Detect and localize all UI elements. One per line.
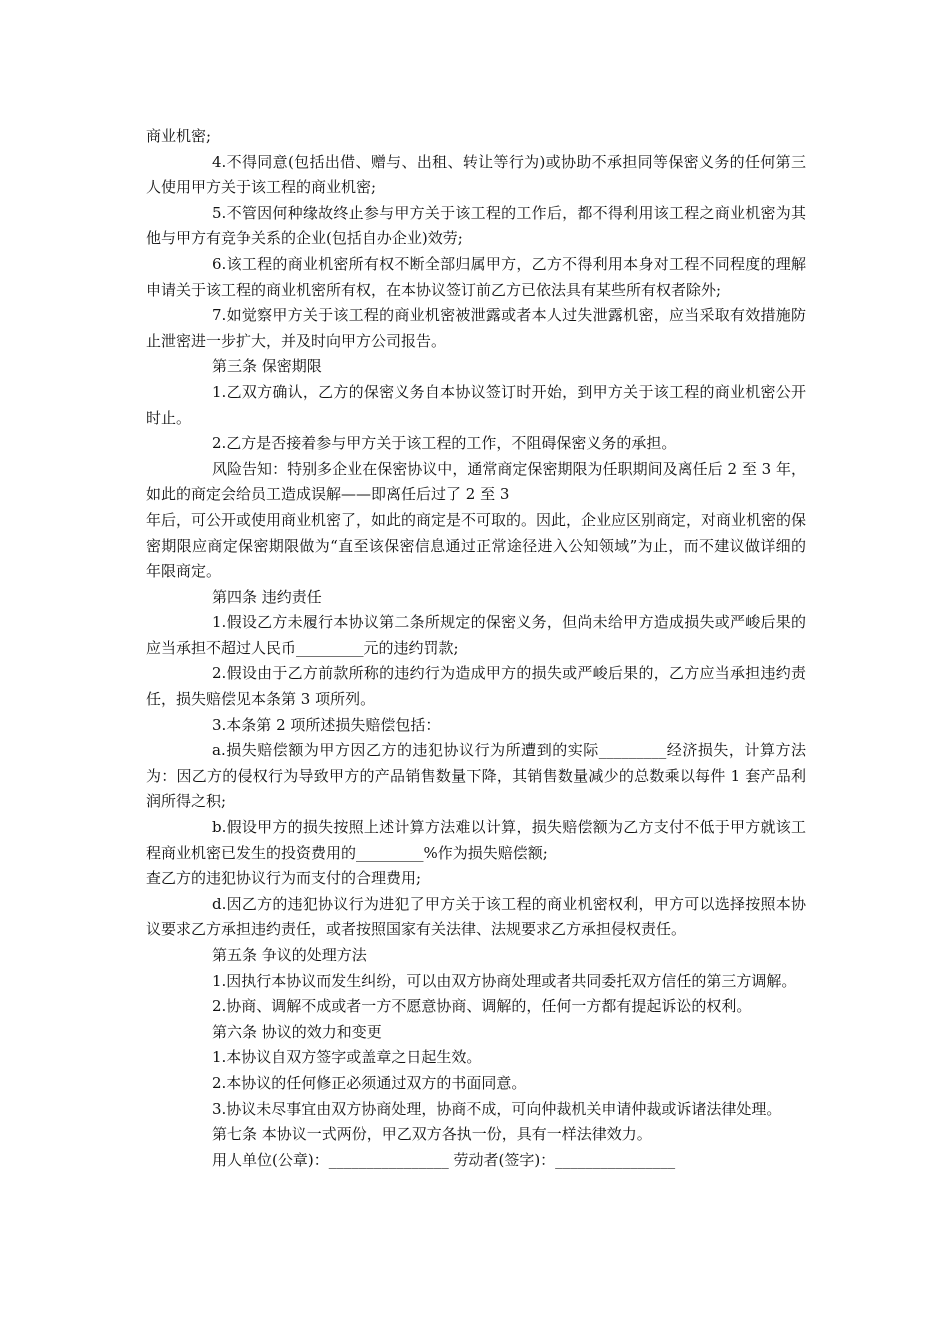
paragraph: a.损失赔偿额为甲方因乙方的违犯协议行为所遭到的实际_________经济损失，计算方法为：因乙方的侵权行为导致甲方的产品销售数量下降，其销售数量减少的总数乘以每件 1 套产品利润所得之积;	[146, 741, 806, 811]
paragraph: 年后，可公开或使用商业机密了，如此的商定是不可取的。因此，企业应区别商定，对商业机密的保密期限应商定保密期限做为“直至该保密信息通过正常途径进入公知领域”为止，而不建议做详细的年限商定。	[146, 510, 807, 581]
paragraph: 2.假设由于乙方前款所称的违约行为造成甲方的损失或严峻后果的，乙方应当承担违约责任，损失赔偿见本条第 3 项所列。	[146, 664, 806, 709]
paragraph: 风险告知：特别多企业在保密协议中，通常商定保密期限为任职期间及离任后 2 至 3 年，如此的商定会给员工造成误解——即离任后过了 2 至 3	[146, 459, 806, 504]
paragraph: 1.乙双方确认，乙方的保密义务自本协议签订时开始，到甲方关于该工程的商业机密公开时止。	[146, 382, 806, 427]
paragraph: 第三条 保密期限	[212, 357, 322, 376]
paragraph: 1.假设乙方未履行本协议第二条所规定的保密义务，但尚未给甲方造成损失或严峻后果的应当承担不超过人民币_________元的违约罚款;	[146, 613, 806, 657]
paragraph: 2.乙方是否接着参与甲方关于该工程的工作，不阻碍保密义务的承担。	[212, 434, 677, 453]
paragraph: 6.该工程的商业机密所有权不断全部归属甲方，乙方不得利用本身对工程不同程度的理解申请关于该工程的商业机密所有权，在本协议签订前乙方已依法具有某些所有权者除外;	[146, 254, 806, 299]
paragraph: 3.协议未尽事宜由双方协商处理，协商不成，可向仲裁机关申请仲裁或诉诸法律处理。	[212, 1099, 782, 1118]
paragraph: b.假设甲方的损失按照上述计算方法难以计算，损失赔偿额为乙方支付不低于甲方就该工程商业机密已发生的投资费用的_________%作为损失赔偿额;	[146, 818, 806, 862]
paragraph: 第四条 违约责任	[212, 587, 322, 606]
paragraph: 2.本协议的任何修正必须通过双方的书面同意。	[212, 1073, 527, 1092]
paragraph: 5.不管因何种缘故终止参与甲方关于该工程的工作后，都不得利用该工程之商业机密为其他与甲方有竞争关系的企业(包括自办企业)效劳;	[146, 203, 806, 248]
paragraph: 1.本协议自双方签字或盖章之日起生效。	[212, 1048, 482, 1067]
paragraph: 3.本条第 2 项所述损失赔偿包括：	[212, 715, 441, 734]
paragraph: 商业机密;	[146, 127, 212, 145]
paragraph: 第七条 本协议一式两份，甲乙双方各执一份，具有一样法律效力。	[212, 1125, 652, 1144]
paragraph: 4.不得同意(包括出借、赠与、出租、转让等行为)或协助不承担同等保密义务的任何第三人使用甲方关于该工程的商业机密;	[146, 152, 806, 197]
document-page	[146, 124, 806, 1173]
paragraph: 查乙方的违犯协议行为而支付的合理费用;	[146, 869, 422, 888]
paragraph: 7.如觉察甲方关于该工程的商业机密被泄露或者本人过失泄露机密，应当采取有效措施防止泄密进一步扩大，并及时向甲方公司报告。	[146, 306, 806, 350]
paragraph: d.因乙方的违犯协议行为进犯了甲方关于该工程的商业机密权利，甲方可以选择按照本协议要求乙方承担违约责任，或者按照国家有关法律、法规要求乙方承担侵权责任。	[146, 894, 806, 939]
paragraph: 第五条 争议的处理方法	[212, 946, 367, 964]
paragraph: 2.协商、调解不成或者一方不愿意协商、调解的，任何一方都有提起诉讼的权利。	[212, 997, 752, 1016]
signature-line: 用人单位(公章)：________________ 劳动者(签字)：________________	[212, 1150, 676, 1169]
paragraph: 1.因执行本协议而发生纠纷，可以由双方协商处理或者共同委托双方信任的第三方调解。	[212, 971, 797, 990]
paragraph: 第六条 协议的效力和变更	[212, 1022, 382, 1041]
